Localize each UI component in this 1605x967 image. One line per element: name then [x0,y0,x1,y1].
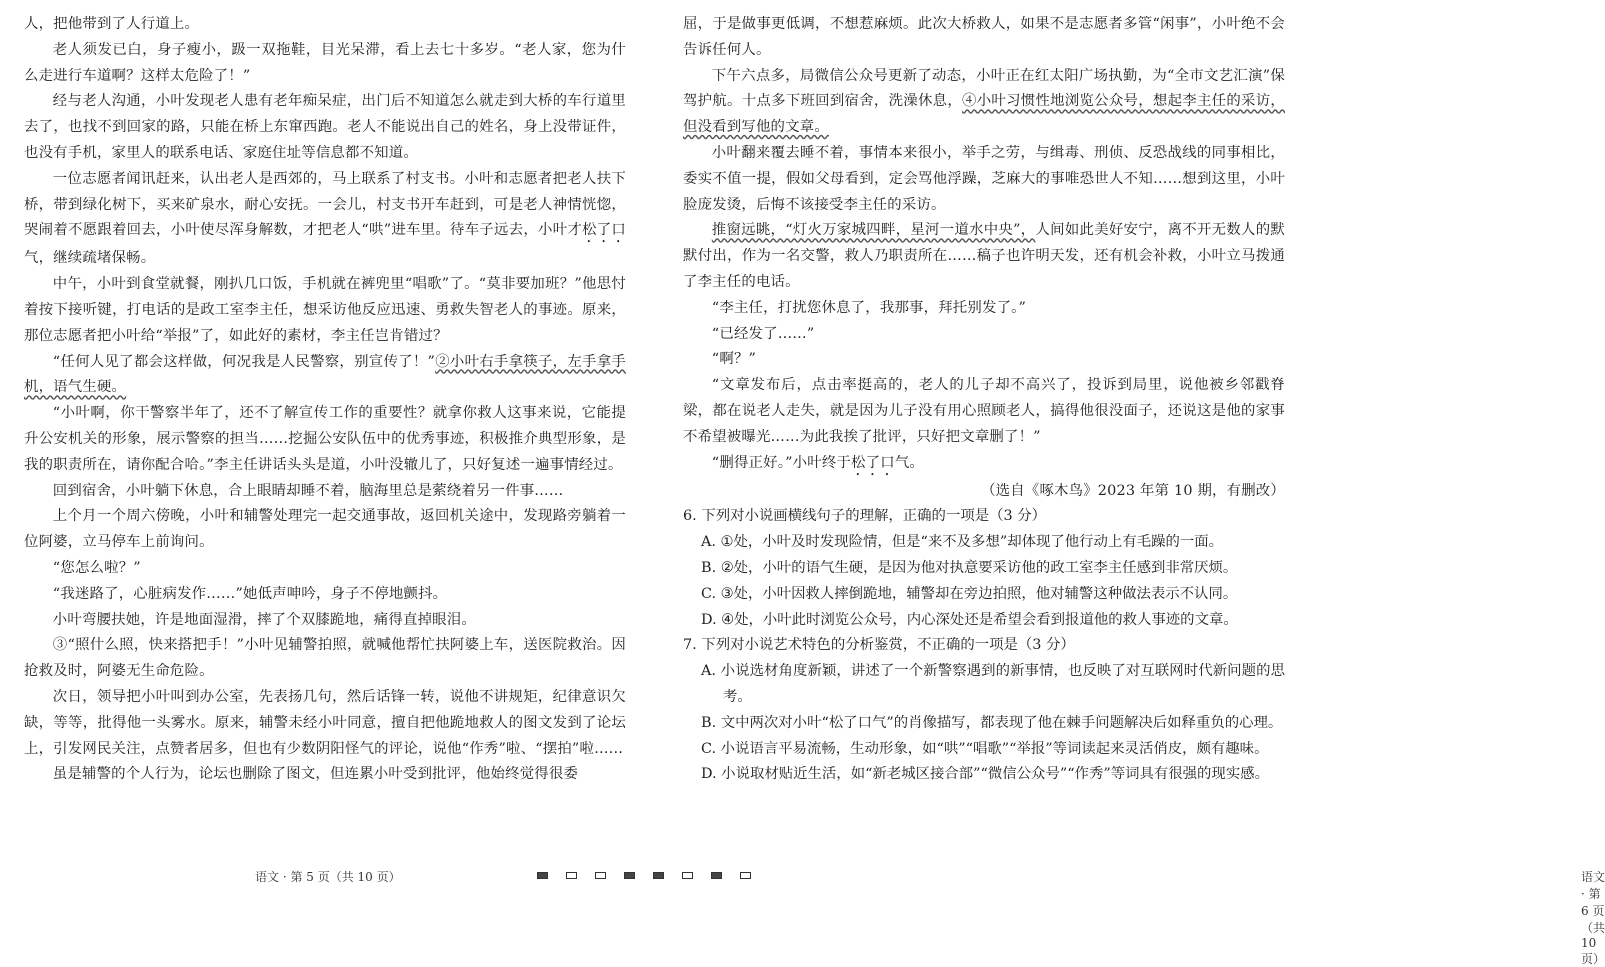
paragraph [683,218,1285,295]
paragraph-text: 次日，领导把小叶叫到办公室，先表扬几句，然后话锋一转，说他不讲规矩，纪律意识欠缺，等等，批得他一头雾水。原来，辅警未经小叶同意，擅自把他跪地救人的图文发到了论坛上，引发网民关注，点赞者居多，但也有少数阴阳怪气的评论，说他“作秀”啦、“摆拍”啦…… [24,688,626,757]
paragraph-text: 小叶翻来覆去睡不着，事情本来很小，举手之劳，与缉毒、刑侦、反恐战线的同事相比，委实不值一提，假如父母看到，定会骂他浮躁，芝麻大的事唯恐世人不知……想到这里，小叶脸庞发烫，后悔不该接受李主任的采访。 [683,144,1285,213]
page-left [0,0,640,900]
paragraph [683,373,1285,450]
paragraph [24,633,626,685]
paragraph [683,322,1285,348]
answer-option[interactable]: D. 小说取材贴近生活，如“新老城区接合部”“微信公众号”“作秀”等词具有很强的现实感。 [701,766,1269,783]
paragraph [24,608,626,634]
registration-mark [537,872,548,879]
paragraph-text: “已经发了……” [711,325,815,342]
emphasized-text: 松了口 [851,454,895,471]
source-citation: （选自《啄木鸟》2023 年第 10 期，有删改） [981,482,1285,499]
paragraph-text: “您怎么啦？” [52,559,141,576]
paragraph [683,64,1285,141]
paragraph [24,12,626,38]
paragraph [683,141,1285,218]
emphasized-text: 松了口 [582,222,626,239]
paragraph-text: “李主任，打扰您休息了，我那事，拜托别发了。” [711,299,1027,316]
paragraph [24,350,626,402]
page-footer-right: 语文 · 第 6 页（共 10 页） [1581,870,1605,966]
underlined-sentence: 推窗远眺，“灯火万家城四畔，星河一道水中央”， [711,222,1036,239]
paragraph-text: ③“照什么照，快来搭把手！”小叶见辅警拍照，就喊他帮忙扶阿婆上车，送医院救治。因抢救及时，阿婆无生命危险。 [24,637,626,680]
paragraph-text: “我迷路了，心脏病发作……”她低声呻吟，身子不停地颤抖。 [52,585,448,602]
paragraph-text: 人，把他带到了人行道上。 [24,16,200,32]
underlined-sentence: ④小叶习惯性地浏览公众号，想起李主任的采访，但没看到写他的文章。 [683,93,1285,136]
paragraph [24,167,626,272]
paragraph [24,89,626,166]
right-column [683,12,1285,788]
paragraph [683,296,1285,322]
paragraph-text: 中午，小叶到食堂就餐，刚扒几口饭，手机就在裤兜里“唱歌”了。“莫非要加班？”他思忖着按下接听键，打电话的是政工室李主任，想采访他反应迅速、勇救失智老人的事迹。原来，那位志愿者把小叶给“举报”了，如此好的素材，李主任岂肯错过？ [24,276,626,344]
paragraph-text: 屈，于是做事更低调，不想惹麻烦。此次大桥救人，如果不是志愿者多管“闲事”，小叶绝不会告诉任何人。 [683,16,1285,58]
paragraph-text: 人间如此美好安宁，离不开无数人的默默付出，作为一名交警，救人乃职责所在……稿子也许明天发，还有机会补救，小叶立马拨通了李主任的电话。 [683,222,1285,290]
paragraph [24,272,626,349]
paragraph-text: “任何人见了都会这样做，何况我是人民警察，别宣传了！” [52,353,436,370]
left-column [24,12,626,788]
page-right [661,0,1605,966]
answer-option[interactable]: A. ①处，小叶及时发现险情，但是“来不及多想”却体现了他行动上有毛躁的一面。 [701,534,1224,551]
underlined-sentence: ②小叶右手拿筷子，左手拿手机，语气生硬。 [24,353,626,396]
paragraph [24,582,626,608]
paragraph [24,685,626,762]
registration-mark [566,872,577,879]
paragraph-text: 气，继续疏堵保畅。 [24,250,156,267]
paragraph-text: 回到宿舍，小叶躺下休息，合上眼睛却睡不着，脑海里总是萦绕着另一件事…… [52,482,564,499]
paragraph-text: “啊？” [711,351,757,368]
paragraph-text: 下午六点多，局微信公众号更新了动态，小叶正在红太阳广场执勤，为“全市文艺汇演”保驾护航。十点多下班回到宿舍，洗澡休息， [683,67,1285,110]
paragraph-text: 老人须发已白，身子瘦小，趿一双拖鞋，目光呆滞，看上去七十多岁。“老人家，您为什么走进行车道啊？这样太危险了！” [24,41,626,84]
answer-option[interactable]: C. 小说语言平易流畅，生动形象，如“哄”“唱歌”“举报”等词读起来灵活俏皮，颇有趣味。 [701,740,1269,757]
paragraph-text: “文章发布后，点击率挺高的，老人的儿子却不高兴了，投诉到局里，说他被乡邻戳脊梁，都在说老人走失，就是因为儿子没有用心照顾老人，搞得他很没面子，还说这是他的家事不希望被曝光……为此我挨了批评，只好把文章删了！” [683,377,1285,445]
paragraph-text: 上个月一个周六傍晚，小叶和辅警处理完一起交通事故，返回机关途中，发现路旁躺着一位阿婆，立马停车上前询问。 [24,508,626,551]
paragraph [683,12,1285,64]
answer-option[interactable]: B. ②处，小叶的语气生硬，是因为他对执意要采访他的政工室李主任感到非常厌烦。 [701,559,1238,576]
registration-mark [624,872,635,879]
paragraph-text: 气。 [894,454,924,471]
answer-option[interactable]: B. 文中两次对小叶“松了口气”的肖像描写，都表现了他在棘手问题解决后如释重负的心理。 [701,714,1283,731]
paragraph [683,451,1285,479]
question-stem: 6. 下列对小说画横线句子的理解，正确的一项是（3 分） [683,508,1047,525]
answer-option[interactable]: C. ③处，小叶因救人摔倒跪地，辅警却在旁边拍照，他对辅警这种做法表示不认同。 [701,585,1238,602]
paragraph [683,347,1285,373]
paragraph-text: “小叶啊，你干警察半年了，还不了解宣传工作的重要性？就拿你救人这事来说，它能提升公安机关的形象，展示警察的担当……挖掘公安队伍中的优秀事迹，积极推介典型形象，是我的职责所在，请你配合哈。”李主任讲话头头是道，小叶没辙儿了，只好复述一遍事情经过。 [24,405,626,473]
page-footer-left: 语文 · 第 5 页（共 10 页） [255,870,401,884]
paragraph [24,504,626,556]
paragraph [24,556,626,582]
paragraph-text: 一位志愿者闻讯赶来，认出老人是西郊的，马上联系了村支书。小叶和志愿者把老人扶下桥，带到绿化树下，买来矿泉水，耐心安抚。一会儿，村支书开车赶到，可是老人神情恍惚，哭闹着不愿跟着回去，小叶使尽浑身解数，才把老人“哄”进车里。待车子远去，小叶才 [24,170,626,239]
paragraph [24,762,626,788]
paragraph [24,401,626,478]
answer-option[interactable]: D. ④处，小叶此时浏览公众号，内心深处还是希望会看到报道他的救人事迹的文章。 [701,611,1238,628]
answer-option[interactable]: A. 小说选材角度新颖，讲述了一个新警察遇到的新事情，也反映了对互联网时代新问题的思考。 [701,663,1285,705]
paragraph-text: 经与老人沟通，小叶发现老人患有老年痴呆症，出门后不知道怎么就走到大桥的车行道里去了，也找不到回家的路，只能在桥上东窜西跑。老人不能说出自己的姓名，身上没带证件，也没有手机，家里人的联系电话、家庭住址等信息都不知道。 [24,93,626,161]
paragraph [24,479,626,505]
paragraph-text: 小叶弯腰扶她，许是地面湿滑，摔了个双膝跪地，痛得直掉眼泪。 [52,611,476,628]
paragraph [24,38,626,90]
registration-mark [595,872,606,879]
question-stem: 7. 下列对小说艺术特色的分析鉴赏，不正确的一项是（3 分） [683,637,1075,654]
paragraph-text: 虽是辅警的个人行为，论坛也删除了图文，但连累小叶受到批评，他始终觉得很委 [52,766,579,783]
paragraph-text: “删得正好。”小叶终于 [711,454,852,471]
